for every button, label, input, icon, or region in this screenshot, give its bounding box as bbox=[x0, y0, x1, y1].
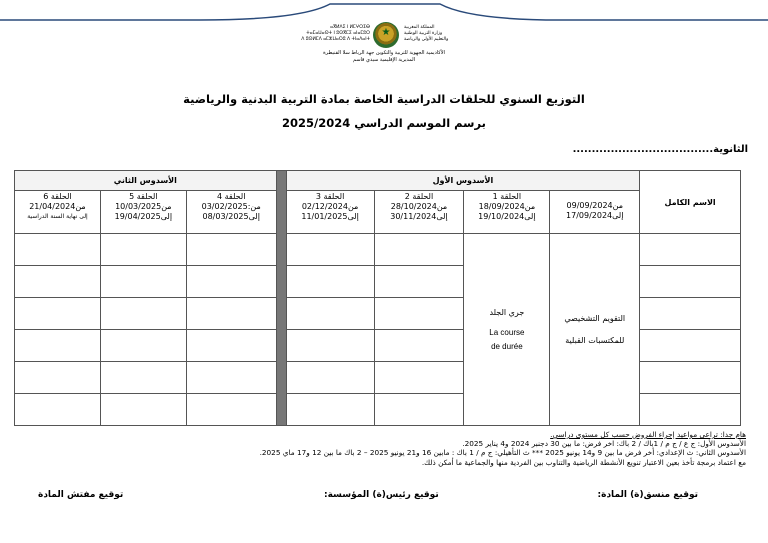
fullname-header: الاسم الكامل bbox=[640, 171, 741, 234]
cell-p2-r6[interactable] bbox=[374, 394, 464, 426]
director-signature-label: توقيع رئيس(ة) المؤسسة: bbox=[324, 490, 439, 500]
phase5-title: الحلقة 5 bbox=[129, 192, 158, 201]
cell-p4-r5[interactable] bbox=[186, 362, 276, 394]
emblem-star-icon: ★ bbox=[381, 27, 391, 38]
cell-p5-r5[interactable] bbox=[100, 362, 186, 394]
phase1-activity-cell bbox=[464, 234, 550, 426]
ministry-ar-line3: والتعليم الأولي والرياضة bbox=[404, 37, 449, 42]
cell-p3-r4[interactable] bbox=[286, 330, 374, 362]
phase3-from: من02/12/2024 bbox=[301, 202, 359, 211]
notes-block bbox=[186, 430, 746, 467]
phase2-header bbox=[374, 191, 464, 234]
phase1-to: إلى19/10/2024 bbox=[478, 212, 536, 221]
phase5-header bbox=[100, 191, 186, 234]
note-important: هام جدا: تراعى مواعيد إجراء الفروض حسب كل مستوى دراسي. bbox=[550, 430, 746, 439]
cell-p4-r1[interactable] bbox=[186, 234, 276, 266]
cell-p5-r1[interactable] bbox=[100, 234, 186, 266]
cell-p2-r5[interactable] bbox=[374, 362, 464, 394]
cell-p2-r4[interactable] bbox=[374, 330, 464, 362]
diagnostic-activity-cell bbox=[550, 234, 640, 426]
ministry-tz-line1: ⴰⴳⵍⴷⵉ ⵏ ⵍⵎⵖⵔⵉⴱ bbox=[330, 25, 370, 30]
phase1-from: من18/09/2024 bbox=[478, 202, 536, 211]
name-cell-r3[interactable] bbox=[640, 298, 741, 330]
document-title: التوزيع السنوي للحلقات الدراسية الخاصة بمادة التربية البدنية والرياضية bbox=[183, 92, 585, 106]
phase1-activity-fr1: La course bbox=[489, 327, 525, 337]
note-semester2: الأسدوس الثاني: ث الإعدادي: أخر فرض ما بين 9 و14 يونيو 2025 *** ث التأهيلي: ج م / 1 باك : مابين 16 و21 يونيو 2025 – 2 باك ما بين 12 و17 ماي 2025. bbox=[259, 448, 746, 458]
phase4-header bbox=[186, 191, 276, 234]
phase1-activity-fr2: de durée bbox=[491, 341, 523, 351]
name-cell-r1[interactable] bbox=[640, 234, 741, 266]
note-diversity: مع اعتماد برمجة تأخذ بعين الاعتبار تنويع الأنشطة الرياضية والتناوب بين الفردية منها والجماعية ما أمكن ذلك. bbox=[421, 457, 746, 467]
diagnostic-from: من09/09/2024 bbox=[566, 201, 623, 210]
phase6-title: الحلقة 6 bbox=[43, 192, 72, 201]
cell-p5-r2[interactable] bbox=[100, 266, 186, 298]
phase6-from: من21/04/2024 bbox=[29, 202, 86, 211]
phase4-title: الحلقة 4 bbox=[217, 192, 246, 201]
ministry-ar-line1: المملكة المغربية bbox=[404, 25, 435, 30]
ministry-tz-line2: ⵜⴰⵎⴰⵡⴰⵙⵜ ⵏ ⵓⵙⴳⵎⵉ ⴰⵏⴰⵎⵓⵔ bbox=[306, 31, 370, 36]
cell-p6-r1[interactable] bbox=[15, 234, 101, 266]
phase2-to: إلى30/11/2024 bbox=[390, 212, 448, 221]
cell-p6-r4[interactable] bbox=[15, 330, 101, 362]
phase5-to: إلى19/04/2025 bbox=[114, 212, 173, 221]
phase6-to: إلى نهاية السنة الدراسية bbox=[27, 213, 88, 220]
cell-p4-r6[interactable] bbox=[186, 394, 276, 426]
coordinator-signature-label: توقيع منسق(ة) المادة: bbox=[597, 490, 698, 500]
phase5-from: من10/03/2025 bbox=[115, 202, 172, 211]
diagnostic-to: إلى17/09/2024 bbox=[566, 211, 624, 220]
name-cell-r4[interactable] bbox=[640, 330, 741, 362]
directorate-name: المديرية الإقليمية سيدي قاسم bbox=[353, 57, 415, 63]
phase3-title: الحلقة 3 bbox=[315, 192, 345, 201]
annual-distribution-table bbox=[14, 170, 741, 426]
cell-p2-r2[interactable] bbox=[374, 266, 464, 298]
cell-p3-r1[interactable] bbox=[286, 234, 374, 266]
cell-p5-r3[interactable] bbox=[100, 298, 186, 330]
phase1-header bbox=[464, 191, 550, 234]
phase6-header bbox=[15, 191, 101, 234]
cell-p6-r5[interactable] bbox=[15, 362, 101, 394]
phase3-to: إلى11/01/2025 bbox=[301, 212, 359, 221]
name-cell-r6[interactable] bbox=[640, 394, 741, 426]
cell-p6-r3[interactable] bbox=[15, 298, 101, 330]
phase2-from: من28/10/2024 bbox=[390, 202, 448, 211]
cell-p3-r5[interactable] bbox=[286, 362, 374, 394]
cell-p4-r2[interactable] bbox=[186, 266, 276, 298]
school-field-label: الثانوية..................................... bbox=[572, 144, 748, 155]
inspector-signature-label: توقيع مفتش المادة bbox=[38, 490, 124, 500]
ministry-ar-line2: وزارة التربية الوطنية bbox=[404, 31, 443, 36]
name-cell-r5[interactable] bbox=[640, 362, 741, 394]
academy-name: الأكاديمية الجهوية للتربية والتكوين جهة الرباط سلا القنيطرة bbox=[323, 50, 445, 56]
cell-p3-r6[interactable] bbox=[286, 394, 374, 426]
note-semester1: الأسدوس الأول: ج ع / ج م / 1باك / 2 باك: اخر فرض: ما بين 30 دجنبر 2024 و4 يناير 2025. bbox=[462, 439, 746, 449]
cell-p4-r4[interactable] bbox=[186, 330, 276, 362]
cell-p3-r2[interactable] bbox=[286, 266, 374, 298]
cell-p6-r6[interactable] bbox=[15, 394, 101, 426]
document-subtitle: برسم الموسم الدراسي 2025/2024 bbox=[282, 116, 486, 130]
ministry-tz-line3: ⴷ ⵓⵙⵍⵎⴷ ⴰⵎⵣⵡⴰⵔⵓ ⴷ ⵜⵏⴰⴷⴰⵏⵜ bbox=[301, 37, 370, 42]
diagnostic-header bbox=[550, 191, 640, 234]
cell-p2-r1[interactable] bbox=[374, 234, 464, 266]
cell-p5-r6[interactable] bbox=[100, 394, 186, 426]
semester1-header: الأسدوس الأول bbox=[286, 171, 640, 191]
phase2-title: الحلقة 2 bbox=[404, 192, 434, 201]
diagnostic-activity-line1: التقويم التشخيصي bbox=[564, 313, 626, 323]
phase4-from: من:03/02/2025 bbox=[201, 202, 261, 211]
phase3-header bbox=[286, 191, 374, 234]
diagnostic-activity-line2: للمكتسبات القبلية bbox=[565, 335, 625, 345]
cell-p3-r3[interactable] bbox=[286, 298, 374, 330]
phase1-title: الحلقة 1 bbox=[492, 192, 522, 201]
phase4-to: إلى08/03/2025 bbox=[202, 212, 260, 221]
semester2-header: الأسدوس الثاني bbox=[15, 171, 277, 191]
name-cell-r2[interactable] bbox=[640, 266, 741, 298]
phase1-activity-ar: جري الجلد bbox=[489, 307, 525, 317]
cell-p6-r2[interactable] bbox=[15, 266, 101, 298]
cell-p2-r3[interactable] bbox=[374, 298, 464, 330]
cell-p5-r4[interactable] bbox=[100, 330, 186, 362]
cell-p4-r3[interactable] bbox=[186, 298, 276, 330]
semester-separator bbox=[276, 171, 286, 426]
